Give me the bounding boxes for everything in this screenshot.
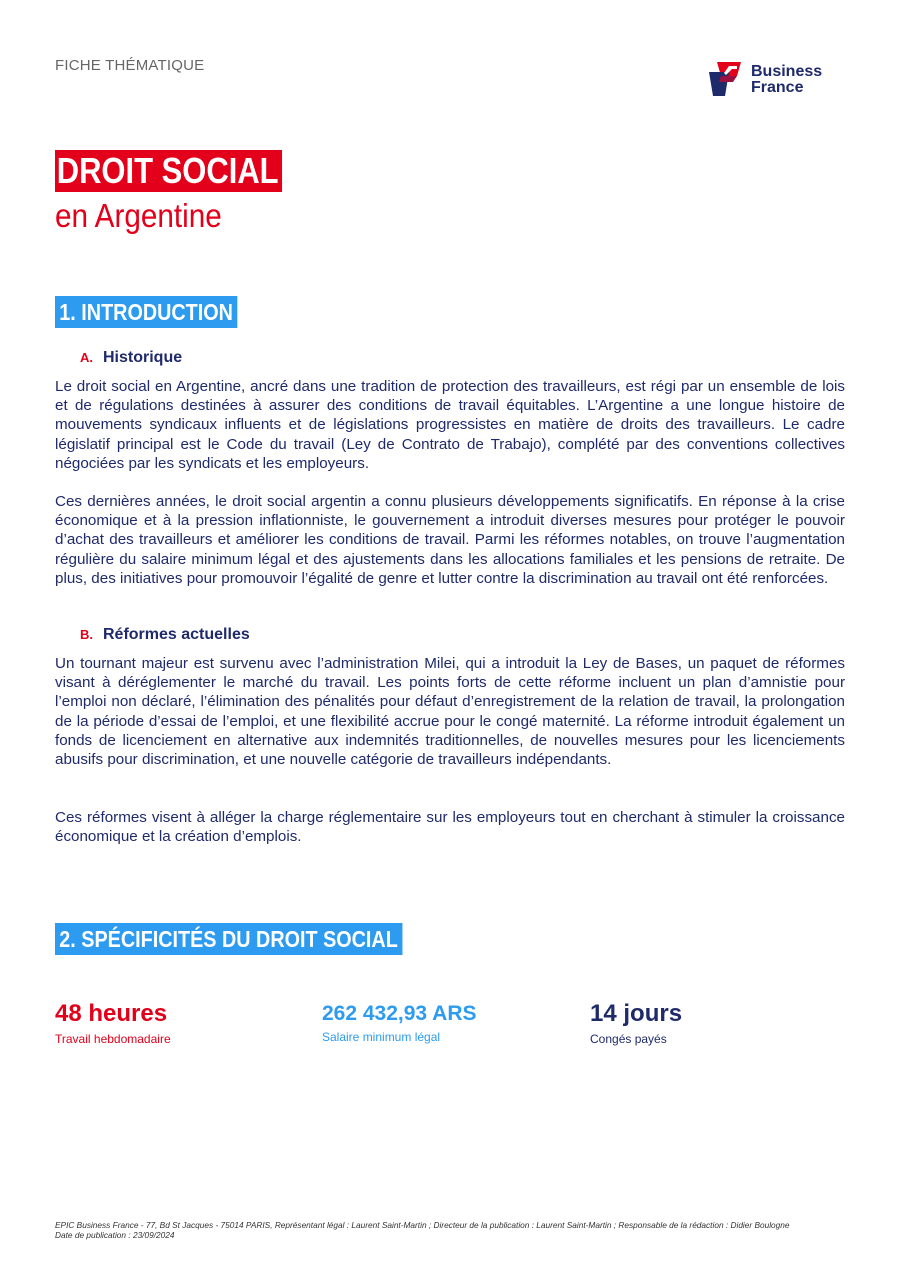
footer-publication-date: Date de publication : 23/09/2024: [55, 1230, 175, 1240]
footer-legal-notice: EPIC Business France - 77, Bd St Jacques - 75014 PARIS, Représentant légal : Laurent Saint-Martin ; Directeur de la publication : Laurent Saint-Martin ; Responsable de la rédaction : Didier Boulogne: [55, 1220, 790, 1230]
paragraph-reformes-2: Ces réformes visent à alléger la charge réglementaire sur les employeurs tout en cherchant à stimuler la croissance économique et la création d’emplois.: [55, 809, 845, 846]
business-france-logo-icon: [707, 60, 743, 98]
paragraph-historique-1: Le droit social en Argentine, ancré dans une tradition de protection des travailleurs, est régi par un ensemble de lois et de régulations destinées à assurer des conditions de travail équitables. L’Argentine a une longue histoire de mouvements syndicaux influents et de législations progressistes en matière de droits des travailleurs. Le cadre législatif principal est le Code du travail (Ley de Contrato de Trabajo), complété par des conventions collectives négociées par les syndicats et les employeurs.: [55, 378, 845, 472]
stat-minimum-wage: [322, 1002, 477, 1044]
subsection-letter: A.: [80, 350, 93, 365]
subsection-title: Réformes actuelles: [103, 626, 250, 643]
stat-working-hours: [55, 1000, 171, 1046]
subsection-title: Historique: [103, 349, 183, 366]
stat-label: Congés payés: [590, 1032, 667, 1046]
section-heading-introduction: 1. INTRODUCTION: [55, 296, 237, 328]
page-subtitle: en Argentine: [55, 197, 222, 234]
logo-line-2: France: [751, 79, 804, 96]
subsection-heading-historique: [80, 349, 182, 367]
logo-line-1: Business: [751, 63, 823, 80]
stat-value: 262 432,93 ARS: [322, 1002, 477, 1025]
subsection-letter: B.: [80, 627, 93, 642]
paragraph-reformes-1: Un tournant majeur est survenu avec l’administration Milei, qui a introduit la Ley de Bases, un paquet de réformes visant à déréglementer le marché du travail. Les points forts de cette réforme incluent un plan d’amnistie pour l’emploi non déclaré, l’élimination des pénalités pour défaut d’enregistrement de la relation de travail, la prolongation de la période d’essai de l’emploi, et une flexibilité accrue pour le congé maternité. La réforme introduit également un fonds de licenciement en alternative aux indemnités traditionnelles, de nouvelles mesures pour les licenciements abusifs pour discrimination, et une nouvelle catégorie de travailleurs indépendants.: [55, 655, 845, 769]
section-heading-specificites: 2. SPÉCIFICITÉS DU DROIT SOCIAL: [55, 923, 402, 955]
stat-value: 14 jours: [590, 1000, 683, 1027]
paragraph-historique-2: Ces dernières années, le droit social argentin a connu plusieurs développements significatifs. En réponse à la crise économique et à la pression inflationniste, le gouvernement a introduit diverses mesures pour protéger le pouvoir d’achat des travailleurs et améliorer les conditions de travail. Parmi les réformes notables, on trouve l’augmentation régulière du salaire minimum légal et des ajustements dans les allocations familiales et les pensions de retraite. De plus, des initiatives pour promouvoir l’égalité de genre et lutter contre la discrimination au travail ont été renforcées.: [55, 493, 845, 587]
document-type-label: FICHE THÉMATIQUE: [55, 57, 205, 74]
logo-wordmark: [751, 64, 822, 96]
business-france-logo: [707, 60, 837, 100]
stat-value: 48 heures: [55, 1000, 168, 1027]
page-title: DROIT SOCIAL: [55, 150, 282, 192]
stat-paid-leave: [590, 1000, 682, 1046]
footer: [55, 1220, 845, 1240]
subsection-heading-reformes: [80, 626, 250, 644]
stat-label: Travail hebdomadaire: [55, 1032, 171, 1046]
stat-label: Salaire minimum légal: [322, 1030, 441, 1044]
